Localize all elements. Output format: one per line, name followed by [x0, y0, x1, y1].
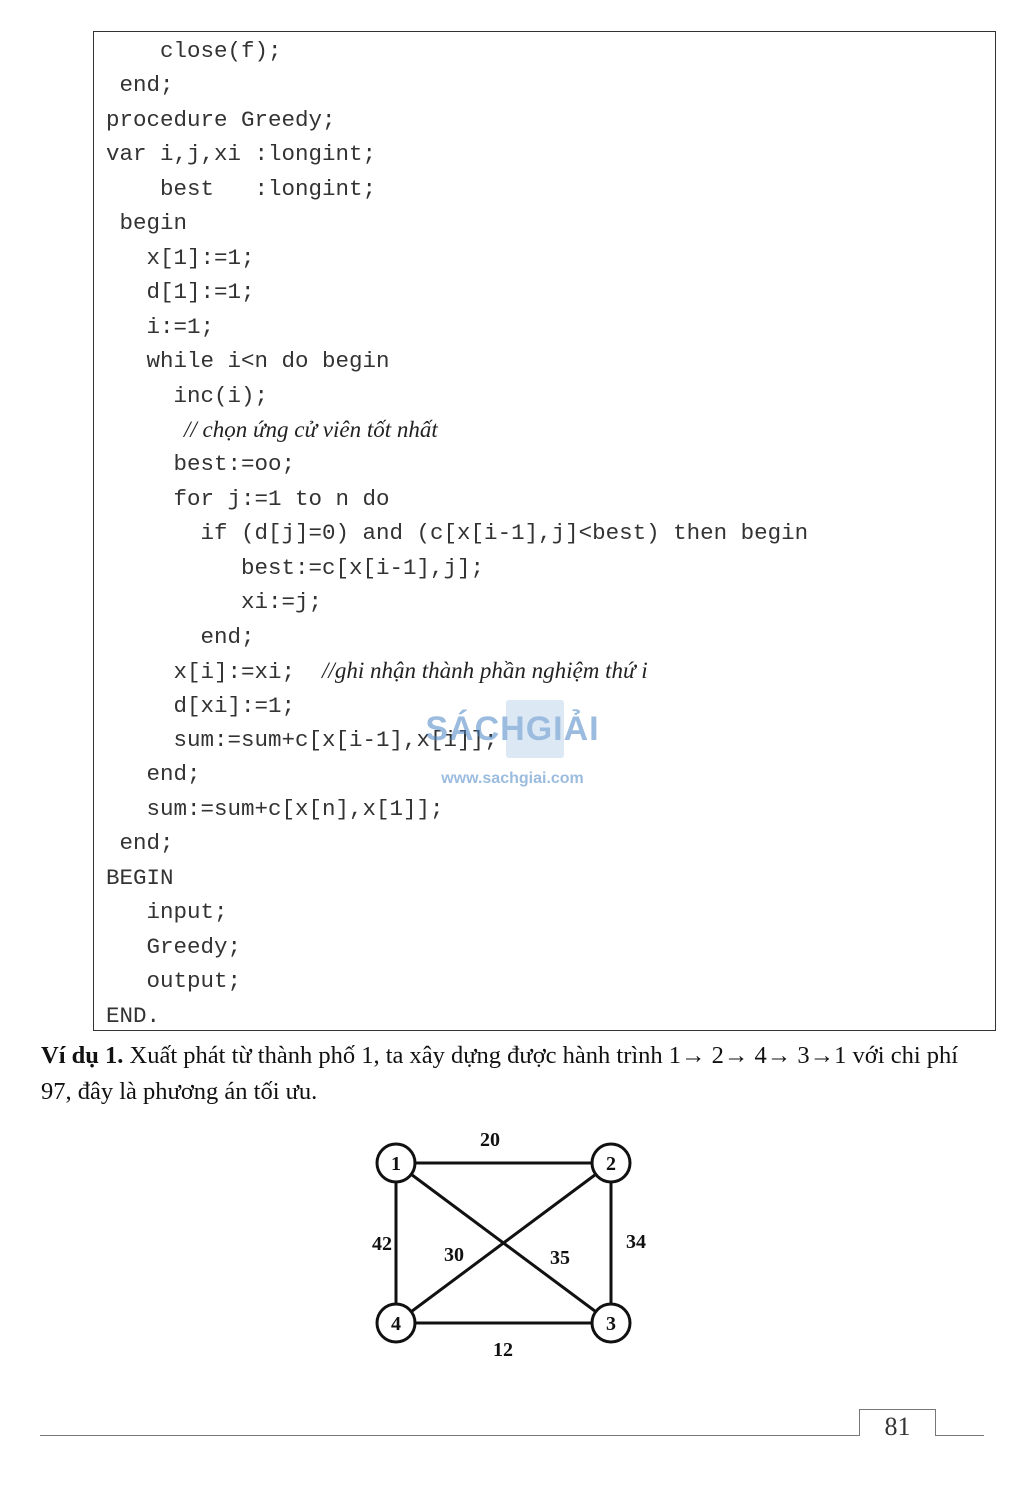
code-text: end; — [106, 830, 174, 857]
code-line — [106, 379, 268, 413]
code-line — [106, 34, 282, 68]
edge-weight-label: 34 — [626, 1231, 646, 1253]
node-label: 3 — [606, 1313, 616, 1335]
code-line — [106, 103, 336, 137]
code-line — [106, 964, 241, 998]
city-graph — [360, 1122, 660, 1367]
edge-weight-label: 42 — [372, 1233, 392, 1255]
code-line — [106, 447, 295, 481]
code-text: var i,j,xi :longint; — [106, 141, 377, 168]
code-line — [106, 241, 255, 275]
code-line — [106, 172, 376, 206]
example-paragraph — [41, 1038, 991, 1110]
code-line — [106, 895, 228, 929]
code-line — [106, 137, 376, 171]
code-line — [106, 585, 322, 619]
code-text: end; — [106, 623, 255, 650]
code-text: i:=1; — [106, 313, 215, 340]
code-line — [106, 551, 484, 585]
code-line — [106, 310, 214, 344]
code-text: input; — [106, 899, 228, 926]
code-line — [106, 792, 444, 826]
code-comment: // chọn ứng cử viên tốt nhất — [184, 416, 438, 442]
code-text: x[1]:=1; — [106, 244, 255, 271]
code-text: d[1]:=1; — [106, 279, 255, 306]
code-text: xi:=j; — [106, 589, 323, 616]
code-text: best:=oo; — [106, 451, 296, 478]
code-text: for j:=1 to n do — [106, 485, 390, 512]
code-line — [106, 68, 174, 102]
code-text: if (d[j]=0) and (c[x[i-1],j]<best) then begin — [106, 520, 809, 547]
edge-weight-label: 35 — [550, 1247, 570, 1269]
code-line — [106, 757, 201, 791]
code-line — [106, 826, 174, 860]
page-number-tab — [859, 1409, 936, 1441]
watermark-brand: SÁCHGIẢI — [425, 710, 600, 748]
code-line — [106, 999, 160, 1033]
node-label: 1 — [391, 1153, 401, 1175]
code-text: inc(i); — [106, 382, 269, 409]
code-comment: //ghi nhận thành phần nghiệm thứ i — [322, 658, 648, 684]
code-text: x[i]:=xi; — [106, 659, 323, 686]
code-line — [106, 861, 174, 895]
code-text: Greedy; — [106, 933, 242, 960]
code-line — [106, 344, 390, 378]
code-text: END. — [106, 1002, 161, 1029]
code-text: close(f); — [106, 38, 282, 64]
code-text: while i<n do begin — [106, 348, 390, 375]
code-line — [106, 482, 390, 516]
code-line — [106, 620, 255, 654]
code-line — [106, 689, 295, 723]
example-text: Xuất phát từ thành phố 1, ta xây dựng được hành trình 1→ 2→ 4→ 3→1 với chi phí 97, đây là phương án tối ưu. — [41, 1042, 959, 1105]
code-text: end; — [106, 761, 201, 788]
watermark-url: www.sachgiai.com — [441, 770, 584, 787]
footer-rule — [40, 1435, 984, 1436]
code-text: begin — [106, 210, 188, 237]
edge-weight-label: 20 — [480, 1129, 500, 1151]
code-text: procedure Greedy; — [106, 106, 336, 133]
code-text: BEGIN — [106, 864, 174, 891]
code-line — [106, 723, 498, 757]
code-line — [106, 654, 648, 688]
edge-weight-label: 30 — [444, 1244, 464, 1266]
page-number: 81 — [884, 1412, 911, 1441]
code-listing — [93, 31, 996, 1031]
node-label: 2 — [606, 1153, 616, 1175]
code-text: end; — [106, 72, 174, 99]
code-text: d[xi]:=1; — [106, 692, 296, 719]
code-text: sum:=sum+c[x[n],x[1]]; — [106, 795, 444, 822]
code-text: best:=c[x[i-1],j]; — [106, 554, 485, 581]
code-text: output; — [106, 968, 242, 995]
code-text: sum:=sum+c[x[i-1],x[i]]; — [106, 727, 498, 753]
code-line — [106, 516, 808, 550]
code-line — [106, 930, 241, 964]
node-label: 4 — [391, 1313, 401, 1335]
code-line — [106, 275, 255, 309]
example-label: Ví dụ 1. — [41, 1042, 124, 1069]
code-text: best :longint; — [106, 175, 377, 202]
edge-weight-label: 12 — [493, 1339, 513, 1361]
code-line — [106, 206, 187, 240]
